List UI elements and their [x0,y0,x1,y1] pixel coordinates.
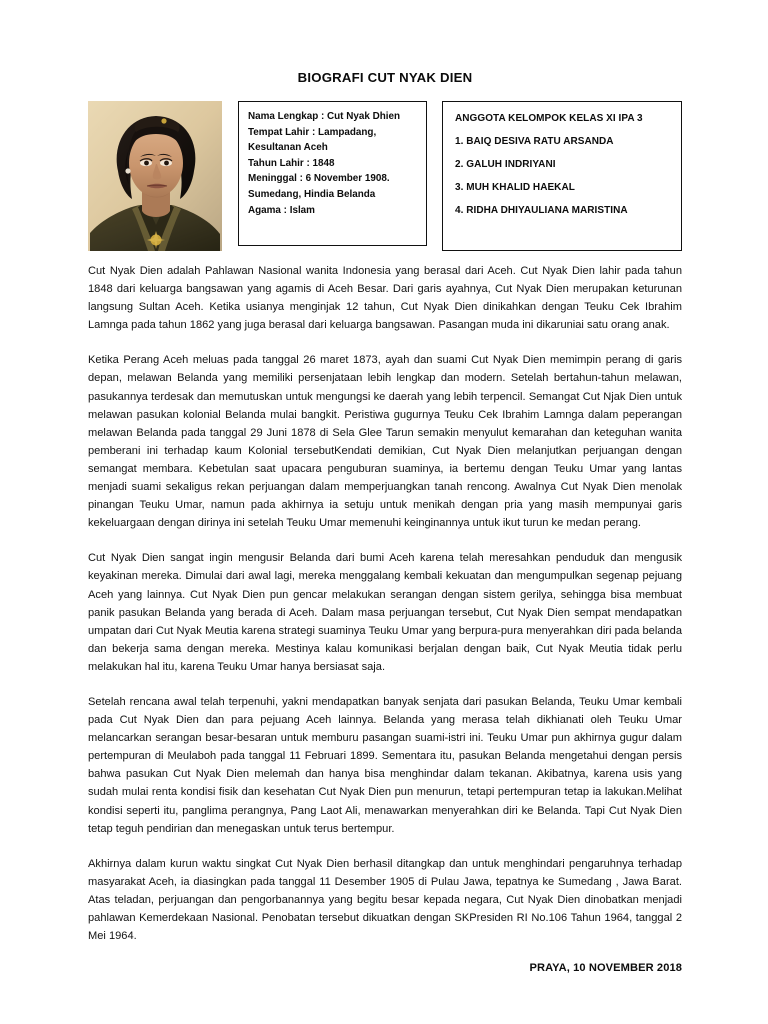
biodata-line-religion: Agama : Islam [248,204,315,216]
signoff-line: PRAYA, 10 NOVEMBER 2018 [529,962,682,975]
paragraph-2: Ketika Perang Aceh meluas pada tanggal 26 maret 1873, ayah dan suami Cut Nyak Dien memimpin perang di garis depan, melawan Belanda yang memiliki persenjataan lebih lengkap dan modern. Setelah bertahun-tahun melawan, pasukannya terdesak dan memutuskan untuk mengungsi ke daerah yang lebih terpencil. Semangat Cut Njak Dien untuk melawan pasukan kolonial Belanda mulai bangkit. Peristiwa gugurnya Teuku Cek Ibrahim Lamnga dalam peperangan melawan Belanda pada tanggal 29 Juni 1878 di Sela Glee Tarun semakin menyulut kemarahan dan keteguhan wanita pemberani ini terhadap kaum Kolonial tersebutKendati demikian, Cut Nyak Dien melanjutkan perjuangan dengan semangat membara. Kebetulan saat upacara penguburan suaminya, ia bertemu dengan Teuku Umar yang lantas menjadi suami sekaligus rekan perjuangan dalam memperjuangkan tanah rencong. Awalnya Cut Nyak Dien menolak pinangan Teuku Umar, namun pada akhirnya ia setuju untuk menikah dengan pria yang masih mempunyai garis kekeluargaan dengan dirinya ini setelah Teuku Umar memenuhi keinginannya untuk ikut turun ke medan perang. [88,354,682,530]
list-item: 4. RIDHA DHIYAULIANA MARISTINA [455,205,628,216]
body-text [88,262,682,974]
paragraph-5: Akhirnya dalam kurun waktu singkat Cut Nyak Dien berhasil ditangkap dan untuk menghindari pengaruhnya terhadap masyarakat Aceh, ia diasingkan pada tanggal 11 Desember 1905 di Pulau Jawa, tepatnya ke Sumedang , Jawa Barat. Atas teladan, perjuangan dan pengorbanannya yang begitu besar kepada negara, Cut Nyak Dien dinobatkan menjadi pahlawan Kemerdekaan Nasional. Penobatan tersebut dikuatkan dengan SKPresiden RI No.106 Tahun 1964, tanggal 2 Mei 1964. [88,857,682,943]
group-members-title: ANGGOTA KELOMPOK KELAS XI IPA 3 [455,113,643,124]
biodata-line-birthplace: Tempat Lahir : Lampadang, Kesultanan Aceh [248,126,377,154]
group-members-box [442,101,682,251]
paragraph-3: Cut Nyak Dien sangat ingin mengusir Belanda dari bumi Aceh karena telah meresahkan penduduk dan mengusik keyakinan mereka. Dimulai dari awal lagi, mereka menggalang kembali kekuatan dan mengumpulkan segenap pejuang Aceh yang lainnya. Cut Nyak Dien pun gencar melakukan serangan dengan sistem gerilya, sehingga bisa membuat panik pasukan Belanda yang berada di Aceh. Dalam masa perjuangan tersebut, Cut Nyak Dien sempat mendapatkan umpatan dari Cut Nyak Meutia karena strategi suaminya Teuku Umar yang berpura-pura menyerahkan diri pada belanda dan bekerja sama dengan mereka. Mestinya kalau komunikasi berjalan dengan baik, Cut Nyak Meutia tidak perlu melakukan hal itu, karena Teuku Umar hanya bersiasat saja. [88,552,682,673]
list-item: 2. GALUH INDRIYANI [455,159,556,170]
portrait-photo [88,101,222,251]
page-title: BIOGRAFI CUT NYAK DIEN [297,70,473,85]
biodata-box [238,101,427,246]
paragraph-1: Cut Nyak Dien adalah Pahlawan Nasional wanita Indonesia yang berasal dari Aceh. Cut Nyak Dien lahir pada tahun 1848 dari keluarga bangsawan yang agamis di Aceh Besar. Dari garis ayahnya, Cut Nyak Dien merupakan keturunan langsung Sultan Aceh. Ketika usianya menginjak 12 tahun, Cut Nyak Dien dinikahkan dengan Teuku Cek Ibrahim Lamnga pada tahun 1862 yang juga berasal dari keluarga bangsawan. Pasangan muda ini dikaruniai satu orang anak. [88,265,682,332]
biodata-line-birthyear: Tahun Lahir : 1848 [248,157,335,169]
list-item: 3. MUH KHALID HAEKAL [455,182,575,193]
biodata-line-name: Nama Lengkap : Cut Nyak Dhien [248,111,400,122]
biodata-line-death: Meninggal : 6 November 1908. Sumedang, Hindia Belanda [248,173,390,200]
list-item: 1. BAIQ DESIVA RATU ARSANDA [455,136,614,147]
header-row [88,101,682,251]
portrait-illustration [88,101,222,251]
paragraph-4: Setelah rencana awal telah terpenuhi, yakni mendapatkan banyak senjata dari pasukan Belanda, Teuku Umar kembali pada Cut Nyak Dien dan para pejuang Aceh lainnya. Belanda yang merasa telah dikhianati oleh Teuku Umar melancarkan serangan besar-besaran untuk memburu pasangan suami-istri ini. Teuku Umar pun akhirnya gugur dalam pertempuran di Meulaboh pada tanggal 11 Februari 1899. Sementara itu, pasukan Belanda mengetahui dengan persis bahwa pasukan Cut Nyak Dien melemah dan hanya bisa menghindar dalam tekanan. Akibatnya, karena usis yang sudah mulai renta kondisi fisik dan kesehatan Cut Nyak Dien pun menurun, tetapi pertempuran tetap ia lakukan.Melihat kondisi seperti itu, panglima perangnya, Pang Laot Ali, menawarkan menyerahkan diri ke Belanda. Tapi Cut Nyak Dien tetap teguh pendirian dan menegaskan untuk terus bertempur. [88,695,682,835]
